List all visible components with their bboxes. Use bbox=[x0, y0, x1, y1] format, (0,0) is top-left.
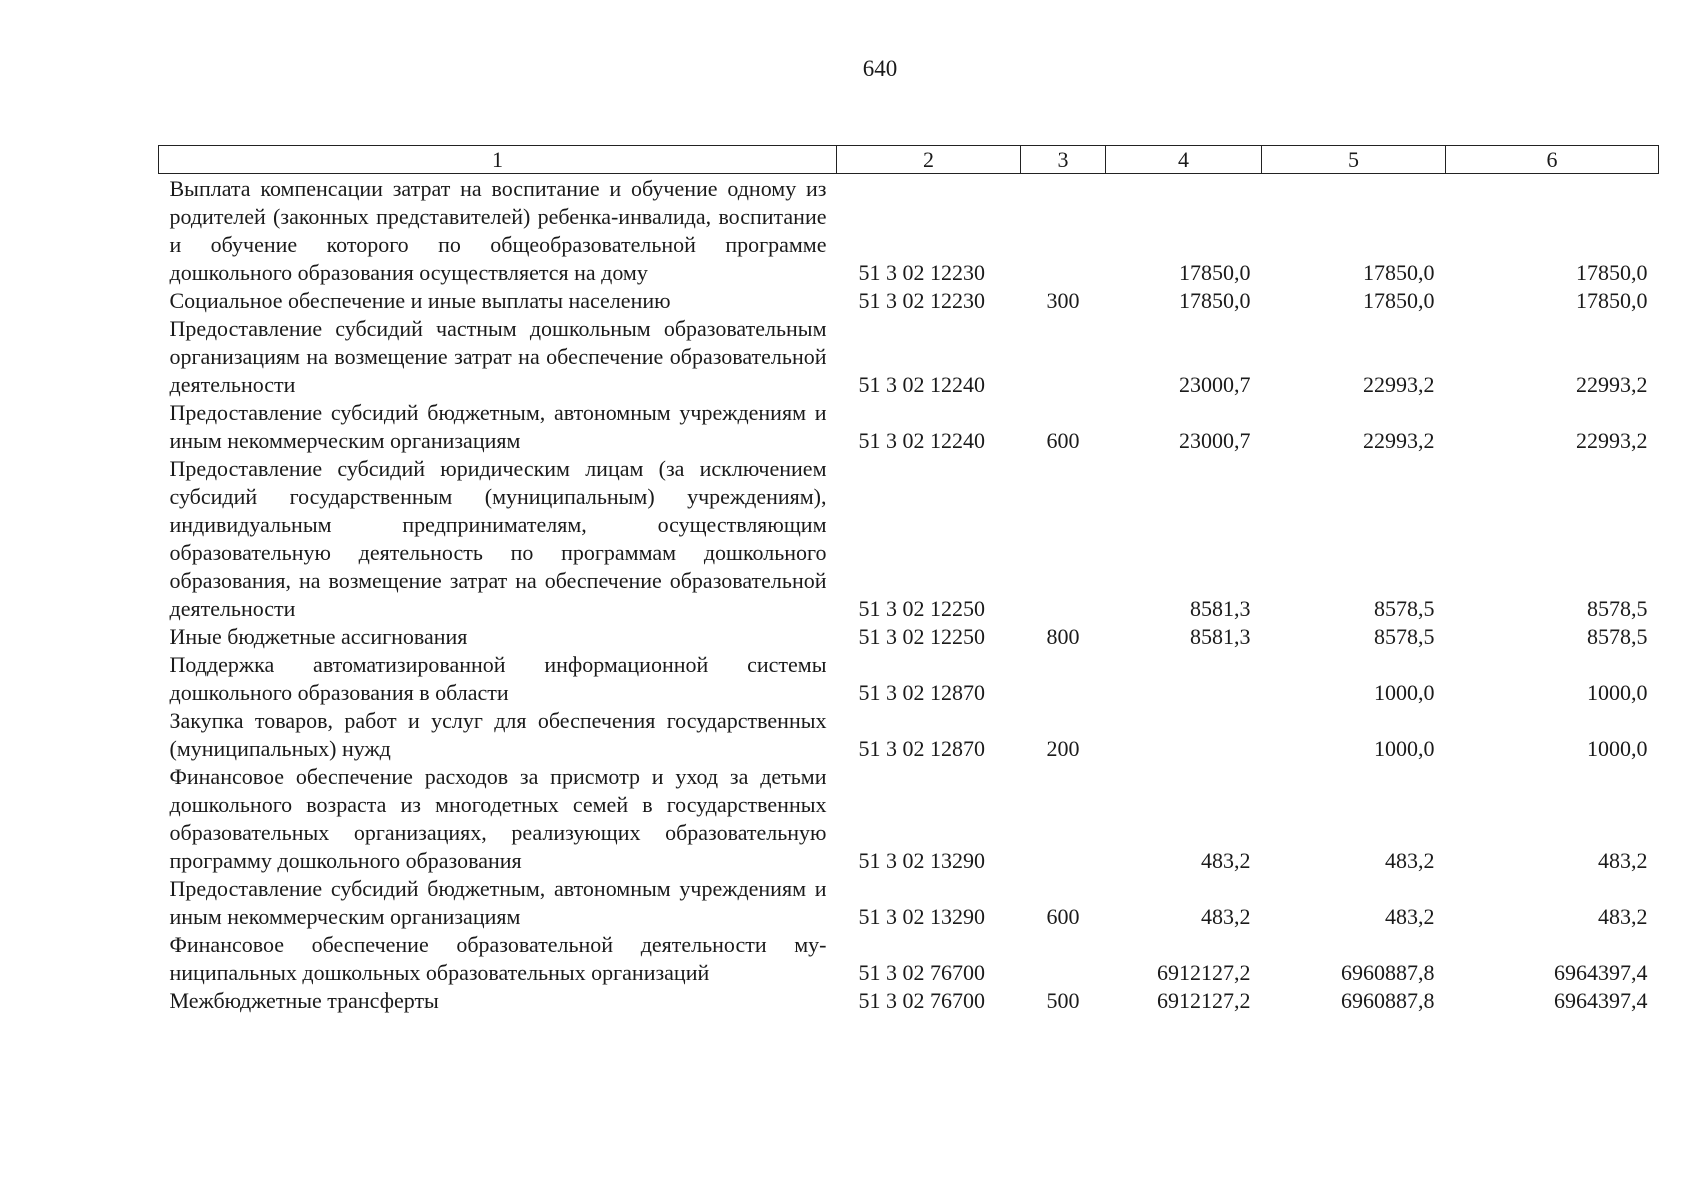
row-value-5: 8578,5 bbox=[1374, 624, 1435, 649]
row-name: Иные бюджетные ассигнования bbox=[169, 624, 468, 649]
table-row bbox=[159, 455, 1659, 623]
row-code: 51 3 02 12240 bbox=[858, 372, 985, 397]
row-value-6: 483,2 bbox=[1598, 848, 1648, 873]
table-row bbox=[159, 287, 1659, 315]
row-expense-type bbox=[1021, 455, 1106, 623]
row-value-4: 17850,0 bbox=[1179, 260, 1251, 285]
row-value-6: 1000,0 bbox=[1587, 736, 1648, 761]
row-expense-type: 300 bbox=[1046, 288, 1080, 313]
row-name: Закупка товаров, работ и услуг для обеспечения государственных (муниципальных) нужд bbox=[169, 708, 827, 761]
row-value-6: 22993,2 bbox=[1576, 372, 1648, 397]
row-expense-type: 200 bbox=[1046, 736, 1080, 761]
column-header-3: 3 bbox=[1021, 146, 1106, 174]
row-code: 51 3 02 12870 bbox=[858, 736, 985, 761]
column-header-5: 5 bbox=[1262, 146, 1446, 174]
row-expense-type bbox=[1021, 931, 1106, 987]
row-expense-type: 500 bbox=[1046, 988, 1080, 1013]
row-name: Социальное обеспечение и иные выплаты населению bbox=[169, 288, 671, 313]
row-value-4: 483,2 bbox=[1201, 848, 1251, 873]
row-code: 51 3 02 76700 bbox=[858, 960, 985, 985]
row-value-4: 23000,7 bbox=[1179, 372, 1251, 397]
row-name: Предоставление субсидий бюджетным, автономным учреждениям и иным некоммерческим организациям bbox=[169, 876, 827, 929]
row-value-5: 17850,0 bbox=[1363, 260, 1435, 285]
row-value-4: 6912127,2 bbox=[1157, 988, 1251, 1013]
row-value-6: 8578,5 bbox=[1587, 596, 1648, 621]
row-value-4: 17850,0 bbox=[1179, 288, 1251, 313]
row-value-5: 483,2 bbox=[1385, 904, 1435, 929]
row-code: 51 3 02 13290 bbox=[858, 848, 985, 873]
row-value-6: 6964397,4 bbox=[1554, 988, 1648, 1013]
row-name: Поддержка автоматизированной информационной системы дошкольного образования в области bbox=[169, 652, 827, 705]
row-value-4: 6912127,2 bbox=[1157, 960, 1251, 985]
row-expense-type: 800 bbox=[1046, 624, 1080, 649]
row-code: 51 3 02 12240 bbox=[858, 428, 985, 453]
row-value-5: 6960887,8 bbox=[1341, 960, 1435, 985]
row-expense-type: 600 bbox=[1046, 428, 1080, 453]
row-code: 51 3 02 12250 bbox=[858, 596, 985, 621]
row-name: Финансовое обеспечение образовательной деятельности муниципальных дошкольных образовательных организаций bbox=[169, 932, 827, 985]
row-code: 51 3 02 12870 bbox=[858, 680, 985, 705]
row-name: Финансовое обеспечение расходов за присмотр и уход за детьми дошкольного возраста из многодетных семей в государственных образовательных организациях, реализующих образовательную программу дошкольного образования bbox=[169, 764, 827, 873]
row-code: 51 3 02 12230 bbox=[858, 288, 985, 313]
table-row bbox=[159, 987, 1659, 1015]
row-value-5: 1000,0 bbox=[1374, 680, 1435, 705]
row-value-4: 8581,3 bbox=[1190, 624, 1251, 649]
row-value-5: 17850,0 bbox=[1363, 288, 1435, 313]
row-value-5: 8578,5 bbox=[1374, 596, 1435, 621]
row-value-6: 483,2 bbox=[1598, 904, 1648, 929]
row-value-4: 23000,7 bbox=[1179, 428, 1251, 453]
table-row bbox=[159, 399, 1659, 455]
column-header-1: 1 bbox=[159, 146, 837, 174]
table-row bbox=[159, 763, 1659, 875]
row-name: Межбюджетные трансферты bbox=[169, 988, 439, 1013]
row-value-4 bbox=[1106, 651, 1262, 707]
row-value-5: 22993,2 bbox=[1363, 372, 1435, 397]
header-row bbox=[159, 146, 1659, 174]
budget-table bbox=[158, 145, 1659, 1015]
row-value-4 bbox=[1106, 707, 1262, 763]
column-header-2: 2 bbox=[837, 146, 1021, 174]
table-row bbox=[159, 315, 1659, 399]
table-row bbox=[159, 931, 1659, 987]
row-value-6: 1000,0 bbox=[1587, 680, 1648, 705]
row-value-5: 22993,2 bbox=[1363, 428, 1435, 453]
row-code: 51 3 02 76700 bbox=[858, 988, 985, 1013]
row-value-5: 6960887,8 bbox=[1341, 988, 1435, 1013]
row-code: 51 3 02 13290 bbox=[858, 904, 985, 929]
row-value-4: 483,2 bbox=[1201, 904, 1251, 929]
row-expense-type: 600 bbox=[1046, 904, 1080, 929]
page-number: 640 bbox=[862, 56, 898, 81]
row-value-6: 6964397,4 bbox=[1554, 960, 1648, 985]
row-expense-type bbox=[1021, 174, 1106, 288]
row-value-6: 22993,2 bbox=[1576, 428, 1648, 453]
row-code: 51 3 02 12250 bbox=[858, 624, 985, 649]
row-code: 51 3 02 12230 bbox=[858, 260, 985, 285]
row-value-6: 17850,0 bbox=[1576, 260, 1648, 285]
table-row bbox=[159, 174, 1659, 288]
column-header-6: 6 bbox=[1446, 146, 1659, 174]
row-name: Предоставление субсидий юридическим лицам (за исключением субсидий государственным (муниципальным) учреждениям), индивидуальным предпринимателям, осуществляющим образовательную деятельность по программам дошкольного образования, на возмещение затрат на обеспечение образовательной деятельности bbox=[169, 456, 827, 621]
row-value-5: 483,2 bbox=[1385, 848, 1435, 873]
table-row bbox=[159, 707, 1659, 763]
table-body bbox=[159, 174, 1659, 1016]
row-name: Выплата компенсации затрат на воспитание и обучение одному из родителей (законных представителей) ребенка-инвалида, воспитание и обучение которого по общеобразовательной программе дошкольного образования осуществляется на дому bbox=[169, 176, 827, 285]
column-header-4: 4 bbox=[1106, 146, 1262, 174]
row-expense-type bbox=[1021, 651, 1106, 707]
row-expense-type bbox=[1021, 763, 1106, 875]
row-value-5: 1000,0 bbox=[1374, 736, 1435, 761]
table-row bbox=[159, 875, 1659, 931]
row-value-4: 8581,3 bbox=[1190, 596, 1251, 621]
row-name: Предоставление субсидий бюджетным, автономным учреждениям и иным некоммерческим организациям bbox=[169, 400, 827, 453]
row-value-6: 8578,5 bbox=[1587, 624, 1648, 649]
table-header bbox=[159, 146, 1659, 174]
table-row bbox=[159, 651, 1659, 707]
table-row bbox=[159, 623, 1659, 651]
row-value-6: 17850,0 bbox=[1576, 288, 1648, 313]
row-expense-type bbox=[1021, 315, 1106, 399]
row-name: Предоставление субсидий частным дошкольным образовательным организациям на возмещение затрат на обеспечение образовательной деятельности bbox=[169, 316, 827, 397]
